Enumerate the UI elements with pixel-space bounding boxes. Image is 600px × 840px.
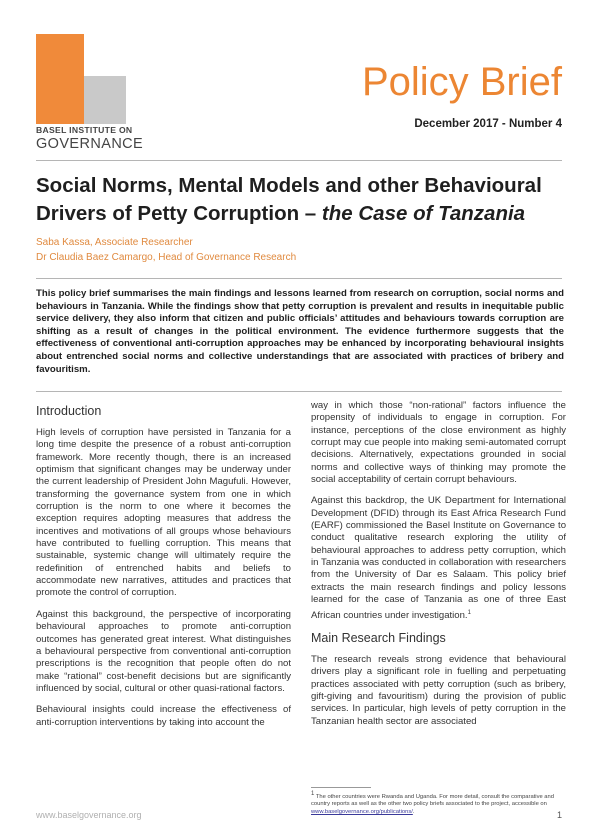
footnote-tail: . xyxy=(412,808,415,815)
footnote-text: The other countries were Rwanda and Uganda. For more detail, consult the comparative and country reports as well as the other two policy briefs associated to the project, accessible on xyxy=(311,793,554,808)
footnote-mark: 1 xyxy=(311,791,315,797)
introduction-heading: Introduction xyxy=(36,404,102,418)
intro-paragraph-2: Against this background, the perspective of incorporating behavioural approaches to promote anti-corruption outcomes has generated great interest. What distinguishes a behavioural perspective from conventional anti-corruption prescriptions is the recognition that people often do not make “rational” cost-benefit decisions but are significantly influenced by social, cultural or other quasi-rational factors. xyxy=(36,608,291,694)
findings-paragraph-1: The research reveals strong evidence that behavioural drivers play a significant role in fuelling and perpetuating practices associated with petty corruption (such as bribery, gift-giving and favouritism) during the provision of public services. In particular, high levels of petty corruption in the Tanzanian health sector are associated xyxy=(311,654,566,727)
issue-date: December 2017 - Number 4 xyxy=(414,118,562,130)
footer-url[interactable]: www.baselgovernance.org xyxy=(36,810,142,820)
basel-logo xyxy=(36,34,126,124)
footnote-link[interactable]: www.baselgovernance.org/publications/ xyxy=(311,808,413,815)
document-title xyxy=(36,172,566,228)
left-column xyxy=(36,400,291,738)
header-divider xyxy=(36,160,562,161)
footnote xyxy=(311,791,564,816)
org-line-2: GOVERNANCE xyxy=(36,135,144,152)
logo-white-square xyxy=(84,34,126,76)
page-number: 1 xyxy=(556,810,562,820)
right-paragraph-2-text: Against this backdrop, the UK Department for International Development (DFID) through its East Africa Research Fund (EARF) commissioned the Basel Institute on Governance to conduct qualitative research exploring the utility of behavioural approaches to address petty corruption, which in Tanzania was conducted in collaboration with researchers from the University of Dar es Salaam. This policy brief extracts the main research findings and policy lessons learned for the case of Tanzania as one of three East African countries under investigation. xyxy=(311,495,566,621)
abstract: This policy brief summarises the main findings and lessons learned from research on corruption, social norms and behaviours in Tanzania. While the findings show that petty corruption is prevalent and results in inequitable public service delivery, they also inform that citizen and public officials’ attitudes and behaviours towards corruption are shifting as a result of changes in the political environment. The evidence furthermore suggests that the effectiveness of conventional anti-corruption approaches may be enhanced by incorporating behavioural insights about entrenched social norms and collective understandings that are associated with practices of bribery and favouritism. xyxy=(36,288,564,375)
author-1: Saba Kassa, Associate Researcher xyxy=(36,237,193,248)
right-paragraph-1: way in which those “non-rational” factors influence the propensity of individuals to engage in corruption. For instance, perceptions of the close environment as highly corrupt may cue people into making semi-automated corrupt decisions. Alternatively, expectations grounded in social norms and collective ways of thinking may promote the social acceptability of certain corrupt behaviours. xyxy=(311,400,566,486)
footnote-reference[interactable]: 1 xyxy=(467,609,471,616)
logo-grey-square xyxy=(84,76,126,124)
org-line-1: BASEL INSTITUTE ON xyxy=(36,125,133,135)
title-italic: the Case of Tanzania xyxy=(321,202,526,225)
brand-title: Policy Brief xyxy=(361,60,562,104)
right-column xyxy=(311,400,566,737)
abstract-divider-bottom xyxy=(36,391,562,392)
footnote-divider xyxy=(311,787,371,788)
abstract-divider-top xyxy=(36,278,562,279)
organisation-name xyxy=(36,126,143,151)
author-2: Dr Claudia Baez Camargo, Head of Governance Research xyxy=(36,252,297,263)
intro-paragraph-1: High levels of corruption have persisted in Tanzania for a long time despite the presence of a robust anti-corruption framework. More recently though, there is an increased optimism that significant changes may be underway under the current leadership of President John Magufuli. However, transforming the governance system from one in which corruption is the norm to one where it becomes the exception requires adopting measures that address the incentives and motivations of all groups whose behaviours have contributed to fuelling corruption. This means that sustainable, systemic change will ultimately require the redefinition of entrenched habits and beliefs to accommodate new narratives, attitudes and practices that promote the control of corruption. xyxy=(36,427,291,599)
findings-heading: Main Research Findings xyxy=(311,631,446,646)
title-main: Social Norms, Mental Models and other Behavioural Drivers of Petty Corruption – xyxy=(36,174,542,225)
right-paragraph-2 xyxy=(311,495,566,622)
intro-paragraph-3: Behavioural insights could increase the effectiveness of anti-corruption interventions by taking into account the xyxy=(36,704,291,728)
